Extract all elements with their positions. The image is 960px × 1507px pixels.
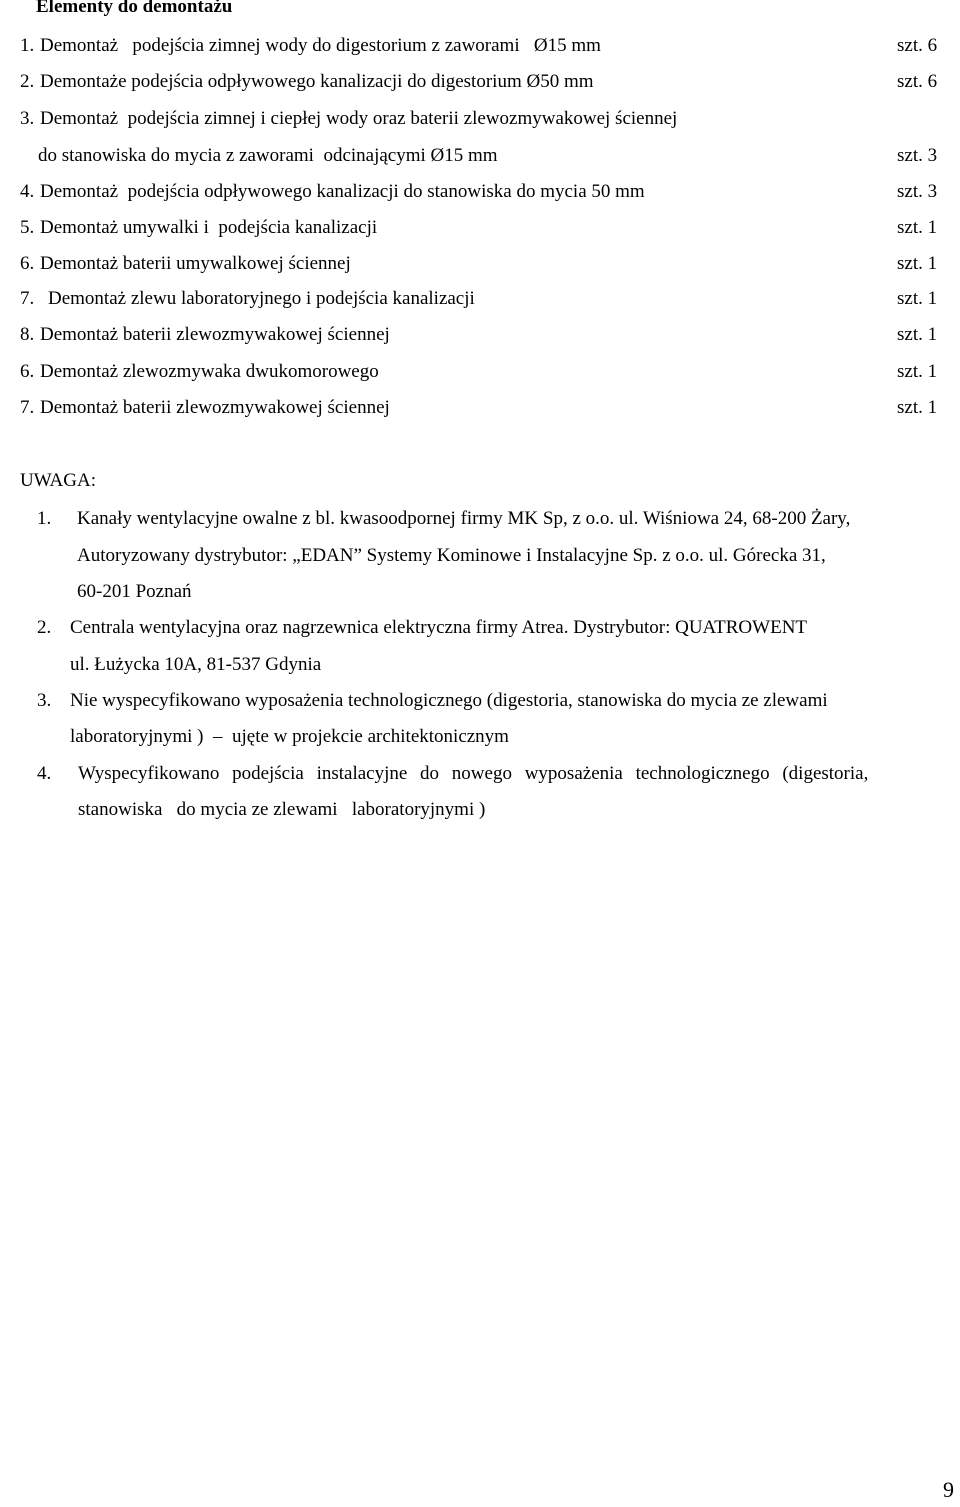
item-number: 3. [20, 108, 35, 129]
note-line: laboratoryjnymi ) ‒ ujęte w projekcie architektonicznym [70, 726, 509, 747]
item-text: Demontaż baterii umywalkowej ściennej [40, 253, 351, 274]
note-line: Kanały wentylacyjne owalne z bl. kwasoodpornej firmy MK Sp, z o.o. ul. Wiśniowa 24, 68-200 Żary, [77, 508, 851, 529]
item-number: 4. [20, 181, 35, 202]
item-number: 2. [20, 71, 35, 92]
item-text: Demontaż baterii zlewozmywakowej ściennej [40, 324, 390, 345]
item-text: Demontaż zlewu laboratoryjnego i podejścia kanalizacji [48, 288, 475, 309]
item-number: 6. [20, 253, 35, 274]
note-number: 1. [37, 508, 52, 529]
item-quantity: szt. 1 [897, 324, 938, 345]
item-quantity: szt. 1 [897, 361, 938, 382]
item-quantity: szt. 3 [897, 181, 938, 202]
section-heading: Elementy do demontażu [36, 0, 233, 17]
note-number: 4. [37, 763, 52, 784]
note-line: Autoryzowany dystrybutor: „EDAN” Systemy Kominowe i Instalacyjne Sp. z o.o. ul. Górecka 31, [77, 545, 826, 566]
note-line: Centrala wentylacyjna oraz nagrzewnica elektryczna firmy Atrea. Dystrybutor: QUATROWENT [70, 617, 808, 638]
item-number: 5. [20, 217, 35, 238]
item-text: Demontaż podejścia zimnej wody do digestorium z zaworami Ø15 mm [40, 35, 601, 56]
item-number: 7. [20, 288, 35, 309]
item-quantity: szt. 1 [897, 217, 938, 238]
note-heading: UWAGA: [20, 470, 96, 491]
note-line: stanowiska do mycia ze zlewami laboratoryjnymi ) [78, 799, 486, 820]
item-text: Demontaże podejścia odpływowego kanalizacji do digestorium Ø50 mm [40, 71, 594, 92]
note-line: Wyspecyfikowano podejścia instalacyjne do nowego wyposażenia technologicznego (digestoria, [78, 763, 869, 784]
note-line: 60-201 Poznań [77, 581, 192, 602]
item-quantity: szt. 3 [897, 145, 938, 166]
note-number: 3. [37, 690, 52, 711]
item-text: Demontaż umywalki i podejścia kanalizacji [40, 217, 378, 238]
note-line: Nie wyspecyfikowano wyposażenia technologicznego (digestoria, stanowiska do mycia ze zlewami [70, 690, 828, 711]
item-text: Demontaż zlewozmywaka dwukomorowego [40, 361, 379, 382]
item-quantity: szt. 1 [897, 397, 938, 418]
item-text: Demontaż baterii zlewozmywakowej ściennej [40, 397, 390, 418]
item-quantity: szt. 1 [897, 253, 938, 274]
item-quantity: szt. 6 [897, 71, 938, 92]
item-number: 7. [20, 397, 35, 418]
item-text: Demontaż podejścia zimnej i ciepłej wody oraz baterii zlewozmywakowej ściennej [40, 108, 678, 129]
item-number: 6. [20, 361, 35, 382]
item-number: 1. [20, 35, 35, 56]
note-number: 2. [37, 617, 52, 638]
item-quantity: szt. 6 [897, 35, 938, 56]
note-line: ul. Łużycka 10A, 81-537 Gdynia [70, 654, 322, 675]
item-text: Demontaż podejścia odpływowego kanalizacji do stanowiska do mycia 50 mm [40, 181, 645, 202]
item-quantity: szt. 1 [897, 288, 938, 309]
item-number: 8. [20, 324, 35, 345]
item-text: do stanowiska do mycia z zaworami odcinającymi Ø15 mm [38, 145, 498, 166]
page-number: 9 [943, 1477, 954, 1502]
